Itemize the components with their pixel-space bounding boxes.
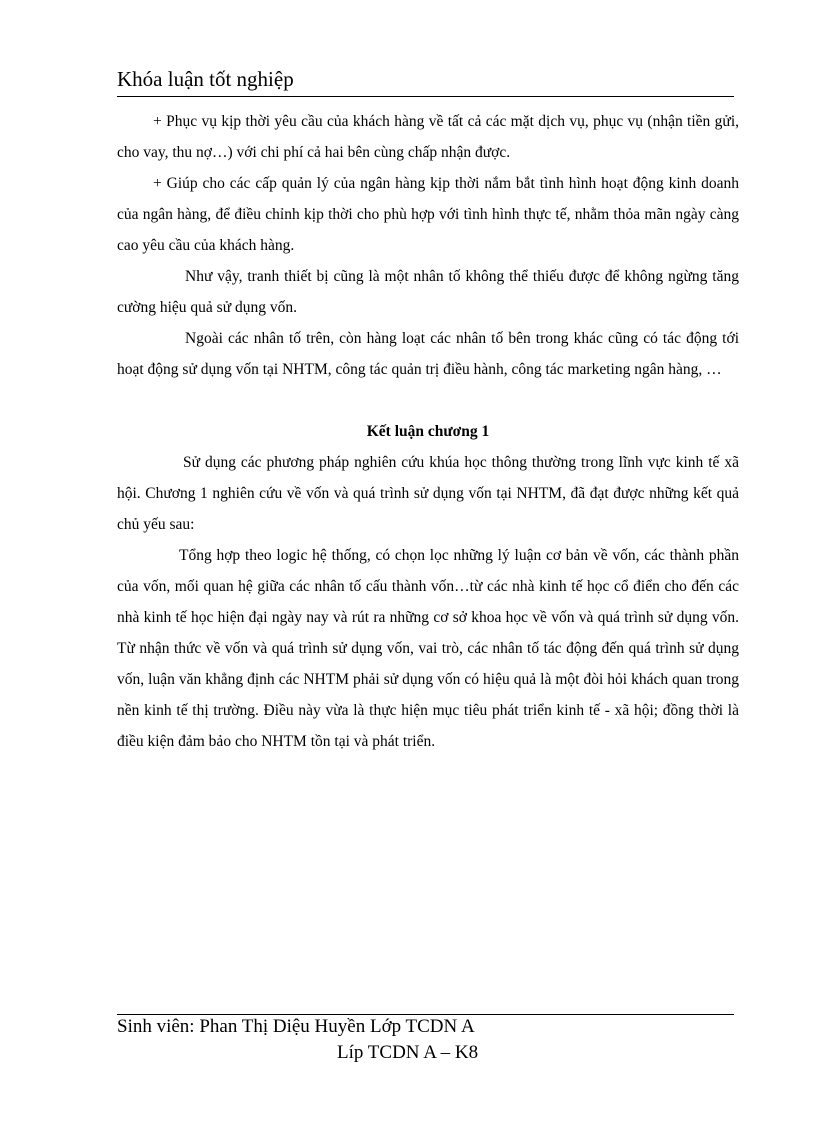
section-heading: Kết luận chương 1 bbox=[366, 423, 490, 440]
body-paragraph-4: Ngoài các nhân tố trên, còn hàng loạt các nhân tố bên trong khác cũng có tác động tới hoạt động sử dụng vốn tại NHTM, công tác quản trị điều hành, công tác marketing ngân hàng, … bbox=[117, 330, 739, 378]
header-divider bbox=[117, 96, 734, 97]
page-header-title: Khóa luận tốt nghiệp bbox=[117, 67, 294, 91]
blank-line bbox=[117, 385, 739, 416]
footer-student-info: Sinh viên: Phan Thị Diệu Huyền Lớp TCDN A bbox=[117, 1016, 475, 1037]
footer-class-info: Líp TCDN A – K8 bbox=[337, 1042, 479, 1063]
bullet-paragraph-1: + Phục vụ kịp thời yêu cầu của khách hàng về tất cả các mặt dịch vụ, phục vụ (nhận tiền gửi, cho vay, thu nợ…) với chi phí cả hai bên cùng chấp nhận được. bbox=[117, 113, 739, 161]
bullet-paragraph-2: + Giúp cho các cấp quản lý của ngân hàng kịp thời nắm bắt tình hình hoạt động kinh doanh của ngân hàng, để điều chỉnh kịp thời cho phù hợp với tình hình thực tế, nhằm thỏa mãn ngày càng cao yêu cầu của khách hàng. bbox=[117, 175, 739, 254]
conclusion-paragraph-2: Tổng hợp theo logic hệ thống, có chọn lọc những lý luận cơ bản về vốn, các thành phần của vốn, mối quan hệ giữa các nhân tố cấu thành vốn…từ các nhà kinh tế học cổ điển cho đến các nhà kinh tế học hiện đại ngày nay và rút ra những cơ sở khoa học về vốn và quá trình sử dụng vốn. Từ nhận thức về vốn và quá trình sử dụng vốn, vai trò, các nhân tố tác động đến quá trình sử dụng vốn, luận văn khẳng định các NHTM phải sử dụng vốn có hiệu quả là một đòi hỏi khách quan trong nền kinh tế thị trường. Điều này vừa là thực hiện mục tiêu phát triển kinh tế - xã hội; đồng thời là điều kiện đảm bảo cho NHTM tồn tại và phát triển. bbox=[117, 547, 739, 750]
document-body bbox=[117, 106, 739, 757]
body-paragraph-3: Như vậy, tranh thiết bị cũng là một nhân tố không thể thiếu được để không ngừng tăng cường hiệu quả sử dụng vốn. bbox=[117, 268, 739, 316]
conclusion-paragraph-1: Sử dụng các phương pháp nghiên cứu khúa học thông thường trong lĩnh vực kinh tế xã hội. Chương 1 nghiên cứu về vốn và quá trình sử dụng vốn tại NHTM, đã đạt được những kết quả chủ yếu sau: bbox=[117, 454, 739, 533]
